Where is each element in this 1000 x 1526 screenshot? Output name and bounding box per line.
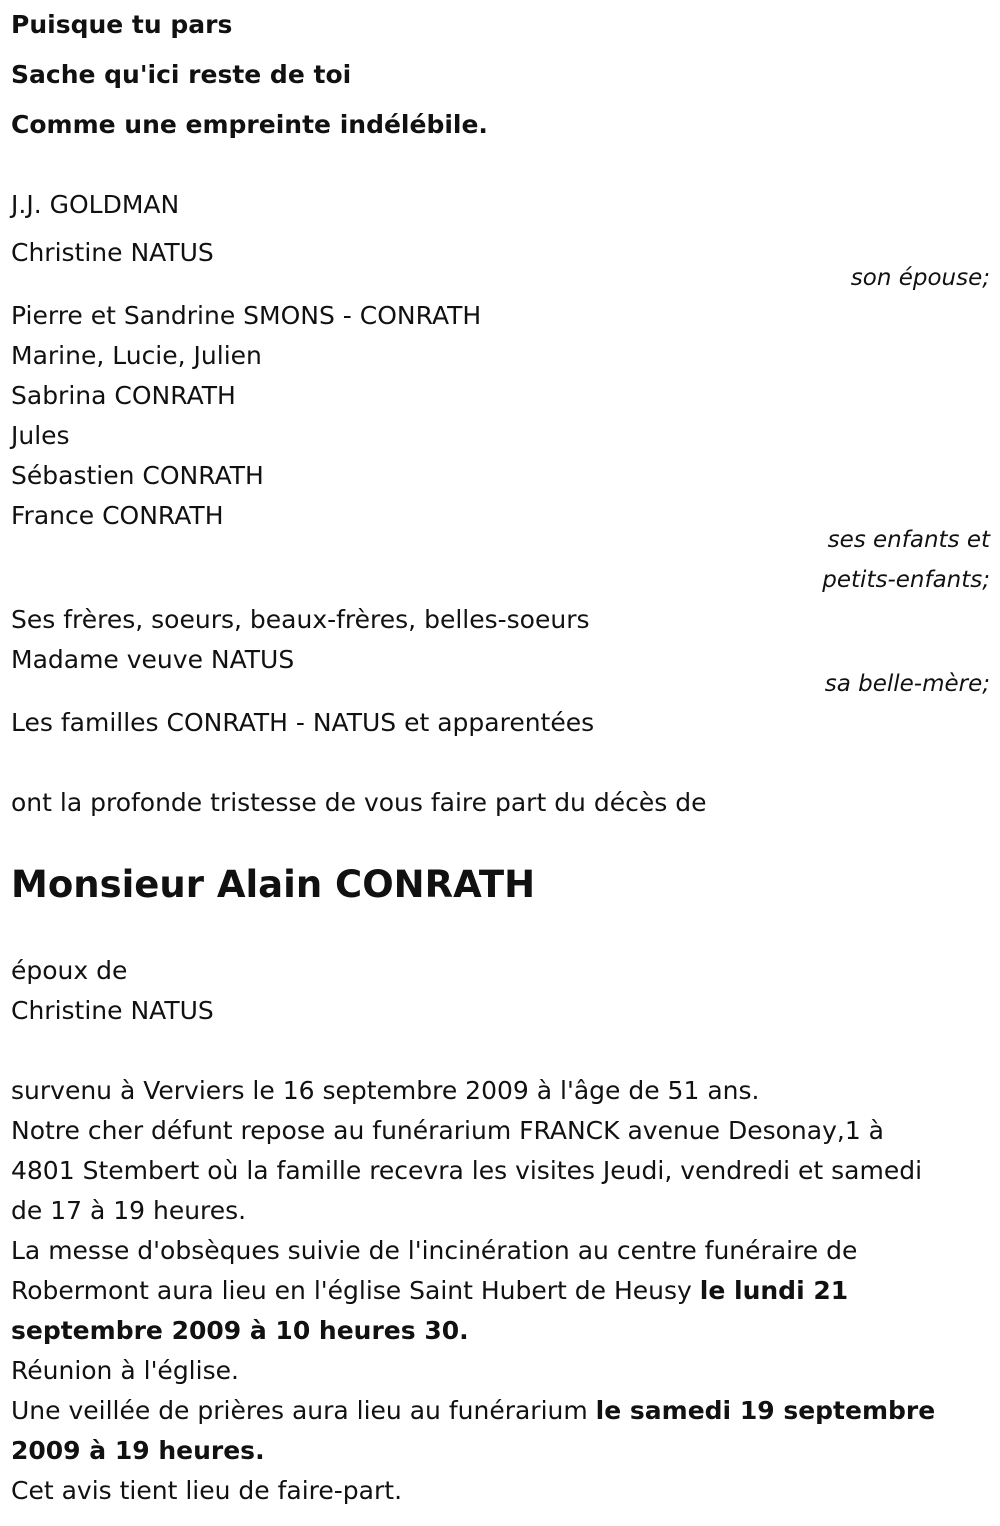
mass-location: Robermont aura lieu en l'église Saint Hubert de Heusy (11, 1276, 700, 1305)
deceased-name: Monsieur Alain CONRATH (11, 863, 536, 906)
children-role-line-1: ses enfants et (827, 527, 990, 553)
spouse-of-label: époux de (11, 956, 128, 985)
spouse-of-name: Christine NATUS (11, 996, 214, 1025)
mass-line-1: La messe d'obsèques suivie de l'incinération au centre funéraire de (11, 1236, 858, 1265)
families: Les familles CONRATH - NATUS et apparentées (11, 708, 595, 737)
poem-line-2: Sache qu'ici reste de toi (11, 60, 352, 89)
spouse-name: Christine NATUS (11, 238, 214, 267)
mass-date-part-1: le lundi 21 (699, 1276, 849, 1305)
rest-line-3: de 17 à 19 heures. (11, 1196, 247, 1225)
mass-line-2 (11, 1271, 848, 1311)
rest-line-2: 4801 Stembert où la famille recevra les visites Jeudi, vendredi et samedi (11, 1156, 923, 1185)
mother-in-law-name: Madame veuve NATUS (11, 645, 295, 674)
child-name: Sébastien CONRATH (11, 461, 264, 490)
vigil-date-part-2: 2009 à 19 heures. (11, 1436, 265, 1465)
child-name: France CONRATH (11, 501, 224, 530)
child-name: Pierre et Sandrine SMONS - CONRATH (11, 301, 482, 330)
death-details: survenu à Verviers le 16 septembre 2009 à l'âge de 51 ans. (11, 1076, 760, 1105)
poem-author: J.J. GOLDMAN (11, 190, 180, 219)
meeting-place: Réunion à l'église. (11, 1356, 239, 1385)
vigil-line-1 (11, 1391, 935, 1431)
children-role-line-2: petits-enfants; (822, 567, 990, 593)
spouse-role: son épouse; (850, 265, 990, 291)
vigil-location: Une veillée de prières aura lieu au funérarium (11, 1396, 596, 1425)
vigil-date-part-1: le samedi 19 septembre (595, 1396, 936, 1425)
mass-date-part-2: septembre 2009 à 10 heures 30. (11, 1316, 469, 1345)
mother-in-law-role: sa belle-mère; (824, 671, 990, 697)
closing-note: Cet avis tient lieu de faire-part. (11, 1476, 403, 1505)
poem-line-3: Comme une empreinte indélébile. (11, 110, 488, 139)
siblings: Ses frères, soeurs, beaux-frères, belles-soeurs (11, 605, 590, 634)
rest-line-1: Notre cher défunt repose au funérarium FRANCK avenue Desonay,1 à (11, 1116, 884, 1145)
announcement: ont la profonde tristesse de vous faire part du décès de (11, 788, 707, 817)
child-name: Jules (11, 421, 70, 450)
child-name: Marine, Lucie, Julien (11, 341, 262, 370)
child-name: Sabrina CONRATH (11, 381, 236, 410)
poem-line-1: Puisque tu pars (11, 10, 233, 39)
